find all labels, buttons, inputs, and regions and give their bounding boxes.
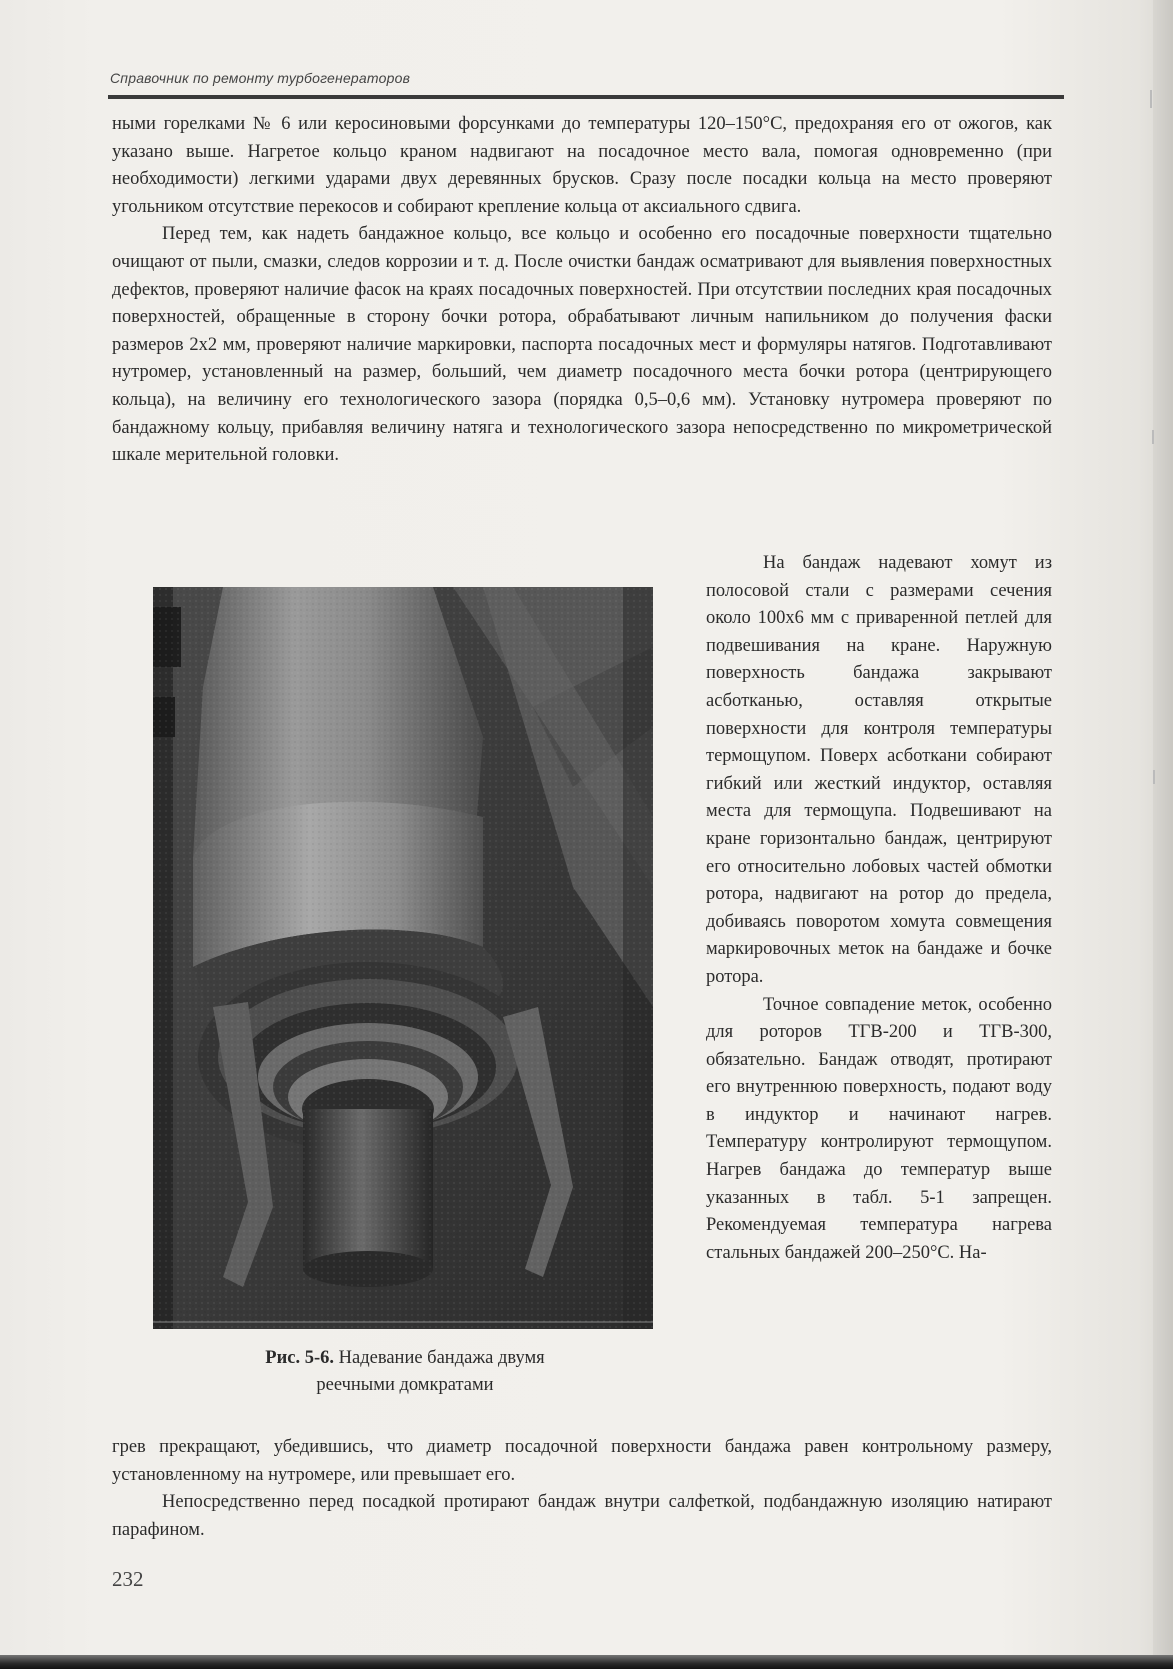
caption-line-2: реечными домкратами [316,1375,494,1395]
figure-label: Рис. 5-6. [265,1348,335,1368]
paragraph: ными горелками № 6 или керосиновыми форсунками до температуры 120–150°С, предохраняя его от ожогов, как указано выше. Нагретое кольцо краном надвигают на посадочное место вала, помогая одновременно (при необходимости) легкими ударами двух деревянных брусков. Сразу после посадки кольца на место проверяют угольником отсутствие перекосов и собирают крепление кольца от аксиального сдвига. [112,114,1052,217]
caption-line-1: Надевание бандажа двумя [338,1348,545,1368]
figure-caption [150,1345,660,1399]
top-text-block [112,111,1052,470]
running-header: Справочник по ремонту турбогенераторов [110,70,411,86]
figure-photo [153,587,653,1329]
paragraph: Перед тем, как надеть бандажное кольцо, все кольцо и особенно его посадочные поверхности тщательно очищают от пыли, смазки, следов коррозии и т. д. После очистки бандаж осматривают для выявления поверхностных дефектов, проверяют наличие фасок на краях посадочных поверхностей. При отсутствии последних края посадочных поверхностей, обращенные в сторону бочки ротора, обрабатывают личным напильником до получения фаски размеров 2х2 мм, проверяют наличие маркировки, паспорта посадочных мест и формуляры натягов. Подготавливают нутромер, установленный на размер, больший, чем диаметр посадочного места бочки ротора (центрирующего кольца), на величину его технологического зазора (порядка 0,5–0,6 мм). Установку нутромера проверяют по бандажному кольцу, прибавляя величину натяга и технологического зазора непосредственно по микрометрической шкале мерительной головки. [112,224,1052,466]
margin-mark [1150,90,1152,108]
page-edge-shadow [1153,0,1173,1669]
margin-mark [1152,430,1154,444]
right-column-text [706,550,1052,1267]
header-rule [108,95,1064,99]
page-number: 232 [112,1567,144,1591]
scan-bottom-edge [0,1655,1173,1669]
paragraph: грев прекращают, убедившись, что диаметр посадочной поверхности бандажа равен контрольному размеру, установленному на нутромере, или превышает его. [112,1437,1052,1485]
rotor-photo-illustration [153,587,653,1329]
paragraph: Точное совпадение меток, особенно для роторов ТГВ-200 и ТГВ-300, обязательно. Бандаж отводят, протирают его внутреннюю поверхность, подают воду в индуктор и начинают нагрев. Температуру контролируют термощупом. Нагрев бандажа до температур выше указанных в табл. 5-1 запрещен. Рекомендуемая температура нагрева стальных бандажей 200–250°С. На- [706,994,1052,1263]
paragraph: Непосредственно перед посадкой протирают бандаж внутри салфеткой, подбандажную изоляцию натирают парафином. [112,1492,1052,1540]
paragraph: На бандаж надевают хомут из полосовой стали с размерами сечения около 100х6 мм с приваренной петлей для подвешивания на кране. Наружную поверхность бандажа закрывают асботканью, оставляя открытые поверхности для контроля температуры термощупом. Поверх асботкани собирают гибкий или жесткий индуктор, оставляя места для термощупа. Подвешивают на кране горизонтально бандаж, центрируют его относительно лобовых частей обмотки ротора, надвигают на ротор до предела, добиваясь поворотом хомута совмещения маркировочных меток на бандаже и бочке ротора. [706,553,1052,987]
margin-mark [1153,770,1155,784]
bottom-text-block [112,1434,1052,1544]
